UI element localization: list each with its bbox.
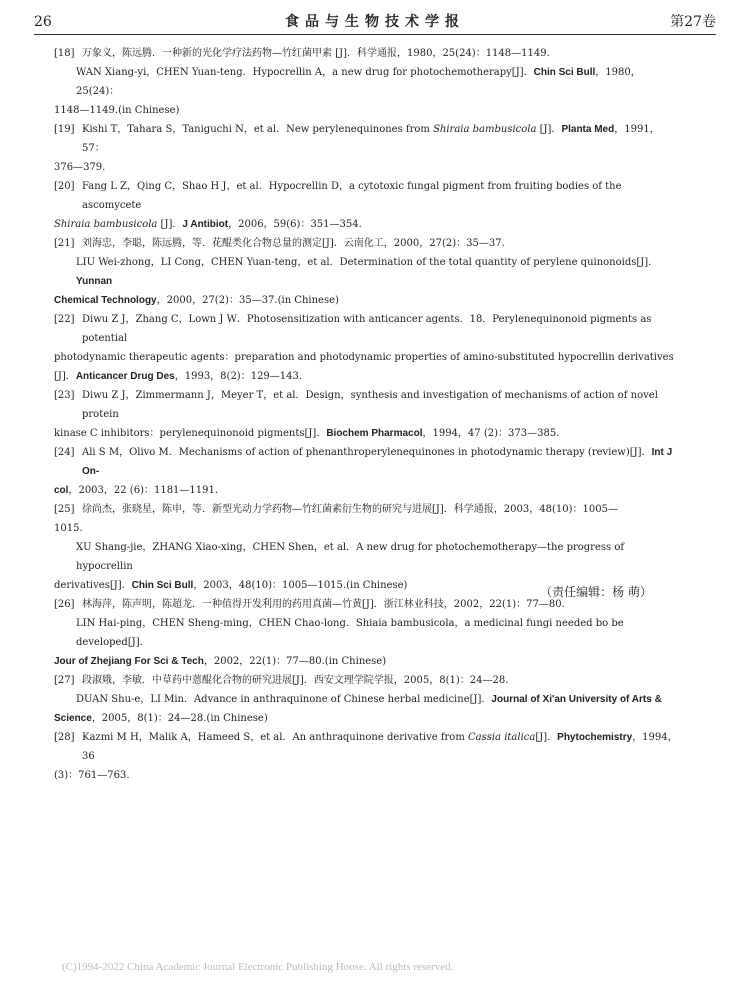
reference-text: ，1993，8(2)：129—143. bbox=[174, 371, 303, 382]
reference-text: ，1991，57： bbox=[82, 124, 660, 154]
reference-text: 徐尚杰，张晓星，陈申，等．新型光动力学药物—竹红菌素衍生物的研究与进展[J]．科学通报，2003，48(10)：1005— bbox=[82, 504, 618, 515]
reference-line bbox=[54, 234, 680, 253]
reference-text: 1015. bbox=[54, 523, 83, 534]
reference-item bbox=[54, 234, 680, 310]
reference-text: 1148—1149.(in Chinese) bbox=[54, 105, 180, 116]
reference-text: Diwu Z J，Zhang C，Lown J W．Photosensitization with anticancer agents．18．Perylenequinonoid pigments as potential bbox=[82, 314, 652, 344]
reference-number: [25] bbox=[54, 504, 75, 515]
page-header bbox=[34, 12, 716, 34]
copyright-footer: (C)1994-2022 China Academic Journal Electronic Publishing House. All rights reserved. bbox=[62, 961, 454, 973]
species-name: Shiraia bambusicola bbox=[54, 219, 158, 230]
reference-text: 万象义，陈远腾．一种新的光化学疗法药物—竹红菌甲素 [J]．科学通报，1980，25(24)：1148—1149. bbox=[82, 48, 550, 59]
journal-name: Jour of Zhejiang For Sci & Tech bbox=[54, 656, 204, 667]
reference-line bbox=[54, 424, 680, 443]
reference-text: 376—379. bbox=[54, 162, 106, 173]
species-name: Cassia italica bbox=[467, 732, 536, 743]
reference-text: (3)：761—763. bbox=[54, 770, 130, 781]
reference-line bbox=[54, 63, 680, 101]
reference-line bbox=[54, 728, 680, 766]
reference-text: Kazmi M H，Malik A，Hameed S，et al．An anthraquinone derivative from bbox=[82, 732, 468, 743]
reference-number: [28] bbox=[54, 732, 75, 743]
reference-number: [21] bbox=[54, 238, 75, 249]
reference-line bbox=[54, 348, 680, 367]
reference-text: ，2000，27(2)：35—37.(in Chinese) bbox=[156, 295, 339, 306]
reference-line bbox=[54, 120, 680, 158]
reference-line bbox=[54, 367, 680, 386]
reference-line bbox=[54, 766, 680, 785]
reference-text: [J]． bbox=[157, 219, 183, 230]
reference-number: [19] bbox=[54, 124, 75, 135]
reference-number: [20] bbox=[54, 181, 75, 192]
reference-text: 刘海忠，李聪，陈远腾，等．花醌类化合物总量的测定[J]．云南化工，2000，27(2)：35—37. bbox=[82, 238, 505, 249]
reference-item bbox=[54, 386, 680, 443]
reference-text: 段淑娥，李敏．中草药中蒽醌化合物的研究进展[J]．西安文理学院学报，2005，8(1)：24—28. bbox=[82, 675, 509, 686]
reference-line bbox=[54, 519, 680, 538]
reference-line bbox=[54, 614, 680, 652]
header-rule bbox=[34, 34, 716, 35]
reference-line bbox=[54, 310, 680, 348]
journal-name: Anticancer Drug Des bbox=[75, 371, 175, 382]
journal-name: Biochem Pharmacol bbox=[326, 428, 423, 439]
reference-line bbox=[54, 253, 680, 291]
reference-line bbox=[54, 158, 680, 177]
reference-line bbox=[54, 709, 680, 728]
journal-name: Science bbox=[54, 713, 92, 724]
reference-number: [26] bbox=[54, 599, 75, 610]
reference-text: [J]． bbox=[535, 732, 558, 743]
reference-text: ，2005，8(1)：24—28.(in Chinese) bbox=[91, 713, 268, 724]
journal-name: Journal of Xi'an University of Arts & bbox=[491, 694, 662, 705]
reference-text: LIN Hai-ping，CHEN Sheng-ming，CHEN Chao-long．Shiaia bambusicola，a medicinal fungi needed bo be developed[J]． bbox=[76, 618, 624, 648]
reference-text: ，2003，22 (6)：1181—1191. bbox=[68, 485, 219, 496]
reference-line bbox=[54, 44, 680, 63]
reference-line bbox=[54, 386, 680, 424]
page-number: 26 bbox=[34, 14, 52, 30]
journal-name: J Antibiot bbox=[182, 219, 229, 230]
reference-text: DUAN Shu-e，LI Min．Advance in anthraquinone of Chinese herbal medicine[J]． bbox=[76, 694, 492, 705]
reference-line bbox=[54, 652, 680, 671]
reference-text: ，2002，22(1)：77—80.(in Chinese) bbox=[203, 656, 387, 667]
reference-line bbox=[54, 671, 680, 690]
reference-text: derivatives[J]． bbox=[54, 580, 132, 591]
reference-text: ，2003，48(10)：1005—1015.(in Chinese) bbox=[193, 580, 408, 591]
reference-line bbox=[54, 101, 680, 120]
reference-text: XU Shang-jie，ZHANG Xiao-xing，CHEN Shen，et al．A new drug for photochemotherapy—the progress of hypocrellin bbox=[76, 542, 625, 572]
reference-list bbox=[54, 44, 680, 785]
reference-text: ，2006，59(6)：351—354. bbox=[228, 219, 362, 230]
reference-line bbox=[54, 443, 680, 481]
reference-number: [27] bbox=[54, 675, 75, 686]
journal-name: Chin Sci Bull bbox=[533, 67, 596, 78]
reference-text: Kishi T，Tahara S，Taniguchi N，et al．New perylenequinones from bbox=[82, 124, 434, 135]
reference-item bbox=[54, 120, 680, 177]
reference-item bbox=[54, 177, 680, 234]
reference-number: [24] bbox=[54, 447, 75, 458]
reference-text: Ali S M，Olivo M．Mechanisms of action of phenanthroperylenequinones in photodynamic therapy (review)[J]． bbox=[82, 447, 652, 458]
reference-number: [22] bbox=[54, 314, 75, 325]
reference-line bbox=[54, 481, 680, 500]
reference-text: ，1980，25(24)： bbox=[76, 67, 641, 97]
reference-text: [J]． bbox=[536, 124, 562, 135]
journal-name: Yunnan bbox=[76, 276, 113, 287]
journal-name: Int J On- bbox=[82, 447, 673, 477]
editor-note: （责任编辑：杨 萌） bbox=[540, 585, 652, 599]
reference-item bbox=[54, 728, 680, 785]
reference-item bbox=[54, 44, 680, 120]
reference-item bbox=[54, 671, 680, 728]
reference-item bbox=[54, 595, 680, 671]
reference-text: photodynamic therapeutic agents：preparation and photodynamic properties of amino-substituted hypocrellin derivatives bbox=[54, 352, 674, 363]
reference-number: [23] bbox=[54, 390, 75, 401]
journal-name: Chemical Technology bbox=[54, 295, 157, 306]
reference-line bbox=[54, 690, 680, 709]
reference-item bbox=[54, 310, 680, 386]
journal-name: Chin Sci Bull bbox=[131, 580, 194, 591]
reference-text: ，1994，36 bbox=[82, 732, 678, 762]
reference-item bbox=[54, 443, 680, 500]
reference-text: 林海萍，陈声明，陈超龙．一种值得开发利用的药用真菌—竹黄[J]．浙江林业科技，2002，22(1)：77—80. bbox=[82, 599, 565, 610]
reference-line bbox=[54, 177, 680, 215]
reference-line bbox=[54, 538, 680, 576]
reference-text: kinase C inhibitors：perylenequinonoid pigments[J]． bbox=[54, 428, 327, 439]
reference-text: WAN Xiang-yi，CHEN Yuan-teng．Hypocrellin A，a new drug for photochemotherapy[J]． bbox=[76, 67, 534, 78]
species-name: Shiraia bambusicola bbox=[433, 124, 537, 135]
journal-name: Phytochemistry bbox=[557, 732, 633, 743]
reference-text: ，1994，47 (2)：373—385. bbox=[422, 428, 560, 439]
volume-label: 第27卷 bbox=[670, 14, 716, 30]
reference-text: LIU Wei-zhong，LI Cong，CHEN Yuan-teng，et al．Determination of the total quantity of perylene quinonoids[J]． bbox=[76, 257, 659, 268]
reference-text: Fang L Z，Qing C，Shao H J，et al．Hypocrellin D，a cytotoxic fungal pigment from fruiting bodies of the ascomycete bbox=[82, 181, 622, 211]
journal-name: col bbox=[54, 485, 69, 496]
journal-title: 食品与生物技术学报 bbox=[285, 14, 465, 30]
reference-text: [J]． bbox=[54, 371, 76, 382]
reference-text: Diwu Z J，Zimmermann J，Meyer T，et al．Design，synthesis and investigation of mechanisms of action of novel protein bbox=[82, 390, 658, 420]
reference-line bbox=[54, 291, 680, 310]
reference-item bbox=[54, 500, 680, 595]
reference-number: [18] bbox=[54, 48, 75, 59]
reference-line bbox=[54, 215, 680, 234]
reference-line bbox=[54, 500, 680, 519]
journal-name: Planta Med bbox=[561, 124, 615, 135]
